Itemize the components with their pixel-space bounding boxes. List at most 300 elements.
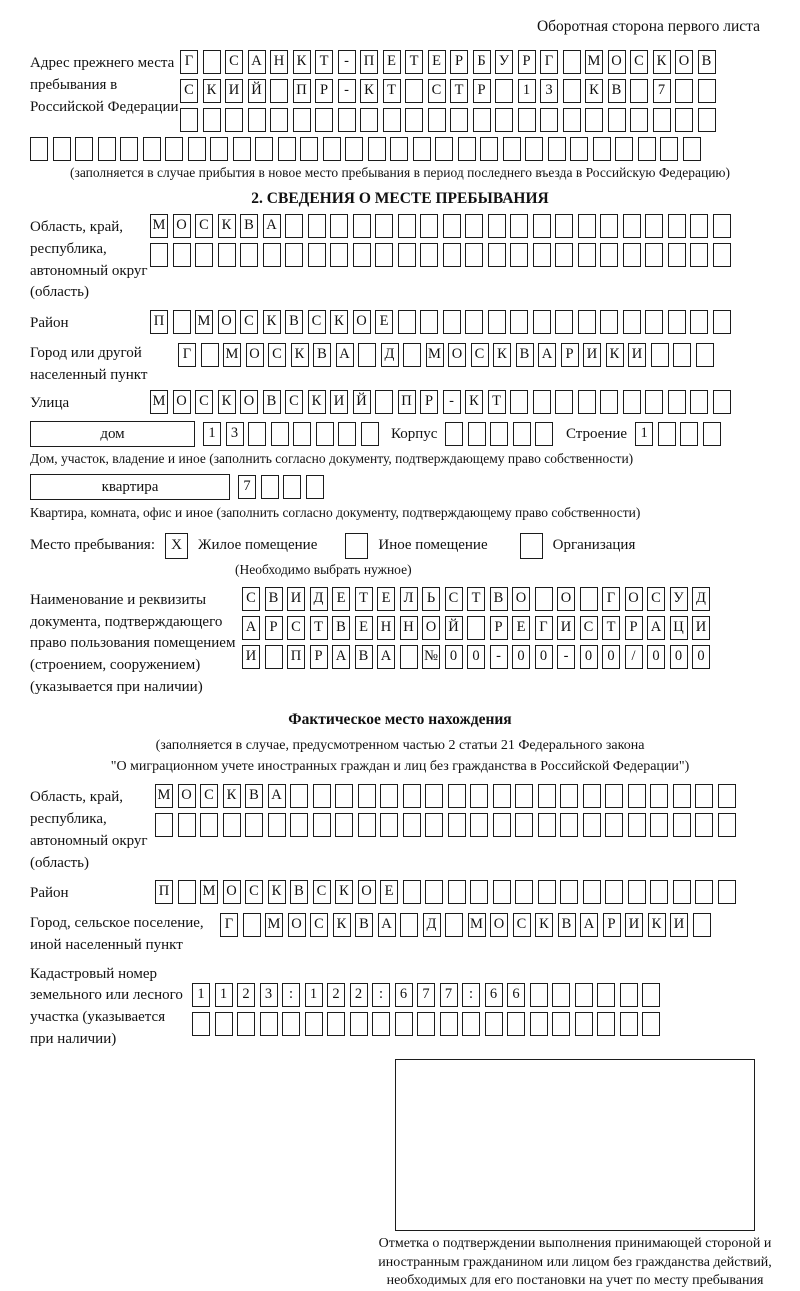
- char-cell[interactable]: А: [538, 343, 556, 367]
- char-cell[interactable]: :: [282, 983, 300, 1007]
- char-cell[interactable]: Е: [332, 587, 350, 611]
- char-cell[interactable]: [338, 108, 356, 132]
- char-cell[interactable]: В: [240, 214, 258, 238]
- char-cell[interactable]: О: [608, 50, 626, 74]
- char-cell[interactable]: [673, 343, 691, 367]
- char-cell[interactable]: Т: [467, 587, 485, 611]
- char-cell[interactable]: [713, 390, 731, 414]
- char-cell[interactable]: П: [398, 390, 416, 414]
- char-cell[interactable]: [268, 813, 286, 837]
- char-cell[interactable]: [237, 1012, 255, 1036]
- char-cell[interactable]: [533, 390, 551, 414]
- char-cell[interactable]: [282, 1012, 300, 1036]
- char-cell[interactable]: В: [332, 616, 350, 640]
- char-cell[interactable]: [690, 243, 708, 267]
- char-cell[interactable]: И: [557, 616, 575, 640]
- char-cell[interactable]: К: [218, 390, 236, 414]
- char-cell[interactable]: О: [223, 880, 241, 904]
- char-cell[interactable]: [623, 243, 641, 267]
- char-cell[interactable]: [488, 310, 506, 334]
- char-cell[interactable]: В: [265, 587, 283, 611]
- char-cell[interactable]: 0: [602, 645, 620, 669]
- char-cell[interactable]: О: [353, 310, 371, 334]
- char-cell[interactable]: О: [512, 587, 530, 611]
- house-type-box[interactable]: дом: [30, 421, 195, 447]
- char-cell[interactable]: О: [178, 784, 196, 808]
- char-cell[interactable]: -: [338, 79, 356, 103]
- char-cell[interactable]: С: [240, 310, 258, 334]
- char-cell[interactable]: [480, 137, 498, 161]
- char-cell[interactable]: [358, 784, 376, 808]
- char-cell[interactable]: [223, 813, 241, 837]
- char-cell[interactable]: [313, 813, 331, 837]
- char-cell[interactable]: Р: [603, 913, 621, 937]
- char-cell[interactable]: И: [692, 616, 710, 640]
- char-cell[interactable]: [390, 137, 408, 161]
- char-cell[interactable]: [380, 813, 398, 837]
- char-cell[interactable]: [261, 475, 279, 499]
- char-cell[interactable]: [195, 243, 213, 267]
- char-cell[interactable]: [695, 880, 713, 904]
- char-cell[interactable]: [585, 108, 603, 132]
- char-cell[interactable]: [405, 108, 423, 132]
- char-cell[interactable]: [225, 108, 243, 132]
- char-cell[interactable]: Р: [473, 79, 491, 103]
- char-cell[interactable]: [306, 475, 324, 499]
- char-cell[interactable]: А: [268, 784, 286, 808]
- char-cell[interactable]: М: [223, 343, 241, 367]
- char-cell[interactable]: [263, 243, 281, 267]
- char-cell[interactable]: С: [268, 343, 286, 367]
- char-cell[interactable]: [403, 343, 421, 367]
- stay-option-other-checkbox[interactable]: [345, 533, 368, 559]
- char-cell[interactable]: [308, 243, 326, 267]
- char-cell[interactable]: О: [218, 310, 236, 334]
- char-cell[interactable]: [420, 214, 438, 238]
- char-cell[interactable]: [120, 137, 138, 161]
- char-cell[interactable]: [468, 422, 486, 446]
- char-cell[interactable]: [465, 214, 483, 238]
- char-cell[interactable]: [178, 880, 196, 904]
- char-cell[interactable]: И: [625, 913, 643, 937]
- char-cell[interactable]: [375, 243, 393, 267]
- char-cell[interactable]: 7: [653, 79, 671, 103]
- char-cell[interactable]: У: [670, 587, 688, 611]
- char-cell[interactable]: М: [155, 784, 173, 808]
- char-cell[interactable]: [673, 813, 691, 837]
- char-cell[interactable]: [583, 880, 601, 904]
- char-cell[interactable]: [718, 813, 736, 837]
- char-cell[interactable]: [443, 214, 461, 238]
- char-cell[interactable]: П: [155, 880, 173, 904]
- char-cell[interactable]: [583, 813, 601, 837]
- char-cell[interactable]: [353, 243, 371, 267]
- char-cell[interactable]: [628, 813, 646, 837]
- char-cell[interactable]: К: [330, 310, 348, 334]
- char-cell[interactable]: Г: [178, 343, 196, 367]
- char-cell[interactable]: С: [308, 310, 326, 334]
- char-cell[interactable]: [668, 214, 686, 238]
- char-cell[interactable]: [465, 243, 483, 267]
- char-cell[interactable]: С: [245, 880, 263, 904]
- char-cell[interactable]: [400, 913, 418, 937]
- char-cell[interactable]: В: [355, 645, 373, 669]
- char-cell[interactable]: К: [218, 214, 236, 238]
- char-cell[interactable]: А: [378, 913, 396, 937]
- char-cell[interactable]: [300, 137, 318, 161]
- char-cell[interactable]: [308, 214, 326, 238]
- char-cell[interactable]: [578, 390, 596, 414]
- char-cell[interactable]: С: [225, 50, 243, 74]
- char-cell[interactable]: [525, 137, 543, 161]
- char-cell[interactable]: А: [336, 343, 354, 367]
- char-cell[interactable]: [316, 422, 334, 446]
- char-cell[interactable]: [425, 813, 443, 837]
- char-cell[interactable]: [510, 390, 528, 414]
- char-cell[interactable]: [488, 214, 506, 238]
- char-cell[interactable]: Т: [315, 50, 333, 74]
- char-cell[interactable]: [623, 310, 641, 334]
- char-cell[interactable]: М: [426, 343, 444, 367]
- char-cell[interactable]: К: [263, 310, 281, 334]
- char-cell[interactable]: [668, 243, 686, 267]
- char-cell[interactable]: [305, 1012, 323, 1036]
- char-cell[interactable]: [533, 243, 551, 267]
- char-cell[interactable]: 1: [203, 422, 221, 446]
- char-cell[interactable]: [470, 784, 488, 808]
- char-cell[interactable]: [560, 880, 578, 904]
- char-cell[interactable]: [192, 1012, 210, 1036]
- char-cell[interactable]: /: [625, 645, 643, 669]
- char-cell[interactable]: [233, 137, 251, 161]
- char-cell[interactable]: [645, 214, 663, 238]
- char-cell[interactable]: К: [293, 50, 311, 74]
- char-cell[interactable]: В: [608, 79, 626, 103]
- char-cell[interactable]: С: [195, 390, 213, 414]
- char-cell[interactable]: [403, 813, 421, 837]
- char-cell[interactable]: [293, 422, 311, 446]
- char-cell[interactable]: [290, 813, 308, 837]
- char-cell[interactable]: К: [648, 913, 666, 937]
- char-cell[interactable]: [653, 108, 671, 132]
- char-cell[interactable]: Й: [353, 390, 371, 414]
- char-cell[interactable]: -: [443, 390, 461, 414]
- char-cell[interactable]: Ц: [670, 616, 688, 640]
- char-cell[interactable]: 1: [518, 79, 536, 103]
- char-cell[interactable]: 6: [395, 983, 413, 1007]
- char-cell[interactable]: [533, 214, 551, 238]
- char-cell[interactable]: 0: [445, 645, 463, 669]
- char-cell[interactable]: [203, 50, 221, 74]
- char-cell[interactable]: [575, 983, 593, 1007]
- char-cell[interactable]: [555, 310, 573, 334]
- char-cell[interactable]: О: [490, 913, 508, 937]
- char-cell[interactable]: [358, 343, 376, 367]
- char-cell[interactable]: [560, 813, 578, 837]
- char-cell[interactable]: Р: [265, 616, 283, 640]
- char-cell[interactable]: [350, 1012, 368, 1036]
- char-cell[interactable]: [645, 390, 663, 414]
- char-cell[interactable]: [563, 108, 581, 132]
- char-cell[interactable]: [98, 137, 116, 161]
- char-cell[interactable]: [383, 108, 401, 132]
- char-cell[interactable]: 1: [305, 983, 323, 1007]
- char-cell[interactable]: Р: [315, 79, 333, 103]
- char-cell[interactable]: [563, 79, 581, 103]
- char-cell[interactable]: [150, 243, 168, 267]
- char-cell[interactable]: [413, 137, 431, 161]
- char-cell[interactable]: Д: [310, 587, 328, 611]
- char-cell[interactable]: [218, 243, 236, 267]
- char-cell[interactable]: У: [495, 50, 513, 74]
- char-cell[interactable]: [660, 137, 678, 161]
- char-cell[interactable]: [335, 813, 353, 837]
- char-cell[interactable]: -: [490, 645, 508, 669]
- char-cell[interactable]: [507, 1012, 525, 1036]
- char-cell[interactable]: Н: [400, 616, 418, 640]
- char-cell[interactable]: В: [516, 343, 534, 367]
- char-cell[interactable]: [600, 310, 618, 334]
- char-cell[interactable]: О: [557, 587, 575, 611]
- char-cell[interactable]: [530, 1012, 548, 1036]
- char-cell[interactable]: Т: [488, 390, 506, 414]
- char-cell[interactable]: [405, 79, 423, 103]
- char-cell[interactable]: [420, 243, 438, 267]
- char-cell[interactable]: [375, 390, 393, 414]
- char-cell[interactable]: Г: [180, 50, 198, 74]
- stay-option-residential-checkbox[interactable]: X: [165, 533, 188, 559]
- char-cell[interactable]: [403, 784, 421, 808]
- char-cell[interactable]: :: [462, 983, 480, 1007]
- char-cell[interactable]: 0: [647, 645, 665, 669]
- char-cell[interactable]: П: [150, 310, 168, 334]
- char-cell[interactable]: О: [240, 390, 258, 414]
- char-cell[interactable]: И: [583, 343, 601, 367]
- char-cell[interactable]: О: [358, 880, 376, 904]
- char-cell[interactable]: 0: [670, 645, 688, 669]
- char-cell[interactable]: [375, 214, 393, 238]
- char-cell[interactable]: К: [223, 784, 241, 808]
- char-cell[interactable]: Е: [380, 880, 398, 904]
- char-cell[interactable]: [578, 310, 596, 334]
- char-cell[interactable]: [597, 983, 615, 1007]
- char-cell[interactable]: [260, 1012, 278, 1036]
- char-cell[interactable]: О: [173, 214, 191, 238]
- stay-option-organization-checkbox[interactable]: [520, 533, 543, 559]
- char-cell[interactable]: С: [195, 214, 213, 238]
- char-cell[interactable]: 7: [417, 983, 435, 1007]
- char-cell[interactable]: [417, 1012, 435, 1036]
- char-cell[interactable]: [690, 214, 708, 238]
- char-cell[interactable]: [435, 137, 453, 161]
- char-cell[interactable]: Д: [692, 587, 710, 611]
- char-cell[interactable]: [675, 108, 693, 132]
- char-cell[interactable]: Р: [561, 343, 579, 367]
- char-cell[interactable]: [650, 813, 668, 837]
- char-cell[interactable]: [462, 1012, 480, 1036]
- char-cell[interactable]: [443, 310, 461, 334]
- char-cell[interactable]: [360, 108, 378, 132]
- char-cell[interactable]: [361, 422, 379, 446]
- char-cell[interactable]: [623, 214, 641, 238]
- char-cell[interactable]: С: [313, 880, 331, 904]
- char-cell[interactable]: [645, 310, 663, 334]
- apartment-type-box[interactable]: квартира: [30, 474, 230, 500]
- char-cell[interactable]: К: [493, 343, 511, 367]
- char-cell[interactable]: [593, 137, 611, 161]
- char-cell[interactable]: Р: [518, 50, 536, 74]
- char-cell[interactable]: [173, 243, 191, 267]
- char-cell[interactable]: [552, 983, 570, 1007]
- char-cell[interactable]: [623, 390, 641, 414]
- char-cell[interactable]: [327, 1012, 345, 1036]
- char-cell[interactable]: [248, 108, 266, 132]
- char-cell[interactable]: [693, 913, 711, 937]
- char-cell[interactable]: В: [558, 913, 576, 937]
- char-cell[interactable]: К: [203, 79, 221, 103]
- char-cell[interactable]: 3: [260, 983, 278, 1007]
- char-cell[interactable]: [443, 243, 461, 267]
- char-cell[interactable]: [75, 137, 93, 161]
- char-cell[interactable]: С: [287, 616, 305, 640]
- char-cell[interactable]: [400, 645, 418, 669]
- char-cell[interactable]: [155, 813, 173, 837]
- char-cell[interactable]: [270, 79, 288, 103]
- char-cell[interactable]: [403, 880, 421, 904]
- char-cell[interactable]: И: [670, 913, 688, 937]
- char-cell[interactable]: И: [225, 79, 243, 103]
- char-cell[interactable]: [530, 983, 548, 1007]
- char-cell[interactable]: [495, 108, 513, 132]
- char-cell[interactable]: С: [200, 784, 218, 808]
- char-cell[interactable]: [680, 422, 698, 446]
- char-cell[interactable]: [620, 983, 638, 1007]
- char-cell[interactable]: [673, 784, 691, 808]
- char-cell[interactable]: [638, 137, 656, 161]
- char-cell[interactable]: М: [150, 390, 168, 414]
- char-cell[interactable]: Д: [381, 343, 399, 367]
- char-cell[interactable]: [645, 243, 663, 267]
- char-cell[interactable]: [358, 813, 376, 837]
- char-cell[interactable]: [628, 880, 646, 904]
- char-cell[interactable]: [540, 108, 558, 132]
- char-cell[interactable]: К: [653, 50, 671, 74]
- char-cell[interactable]: А: [647, 616, 665, 640]
- char-cell[interactable]: Е: [512, 616, 530, 640]
- char-cell[interactable]: Р: [450, 50, 468, 74]
- char-cell[interactable]: [597, 1012, 615, 1036]
- char-cell[interactable]: С: [428, 79, 446, 103]
- char-cell[interactable]: [600, 243, 618, 267]
- char-cell[interactable]: М: [195, 310, 213, 334]
- char-cell[interactable]: П: [293, 79, 311, 103]
- char-cell[interactable]: Р: [310, 645, 328, 669]
- char-cell[interactable]: [668, 310, 686, 334]
- char-cell[interactable]: В: [245, 784, 263, 808]
- char-cell[interactable]: [515, 880, 533, 904]
- char-cell[interactable]: В: [290, 880, 308, 904]
- char-cell[interactable]: [380, 784, 398, 808]
- char-cell[interactable]: [368, 137, 386, 161]
- char-cell[interactable]: А: [248, 50, 266, 74]
- char-cell[interactable]: [570, 137, 588, 161]
- char-cell[interactable]: 1: [635, 422, 653, 446]
- char-cell[interactable]: 0: [580, 645, 598, 669]
- char-cell[interactable]: С: [180, 79, 198, 103]
- char-cell[interactable]: 3: [540, 79, 558, 103]
- char-cell[interactable]: [285, 214, 303, 238]
- char-cell[interactable]: [495, 79, 513, 103]
- char-cell[interactable]: [538, 880, 556, 904]
- char-cell[interactable]: [398, 310, 416, 334]
- char-cell[interactable]: [285, 243, 303, 267]
- char-cell[interactable]: [713, 214, 731, 238]
- char-cell[interactable]: 2: [350, 983, 368, 1007]
- char-cell[interactable]: К: [606, 343, 624, 367]
- char-cell[interactable]: [470, 880, 488, 904]
- char-cell[interactable]: Т: [383, 79, 401, 103]
- char-cell[interactable]: [533, 310, 551, 334]
- char-cell[interactable]: С: [513, 913, 531, 937]
- char-cell[interactable]: 3: [226, 422, 244, 446]
- char-cell[interactable]: -: [557, 645, 575, 669]
- char-cell[interactable]: Е: [377, 587, 395, 611]
- char-cell[interactable]: [180, 108, 198, 132]
- char-cell[interactable]: Й: [248, 79, 266, 103]
- char-cell[interactable]: [552, 1012, 570, 1036]
- char-cell[interactable]: [240, 243, 258, 267]
- char-cell[interactable]: А: [580, 913, 598, 937]
- char-cell[interactable]: Г: [540, 50, 558, 74]
- char-cell[interactable]: 0: [512, 645, 530, 669]
- char-cell[interactable]: [510, 243, 528, 267]
- char-cell[interactable]: [658, 422, 676, 446]
- char-cell[interactable]: [448, 880, 466, 904]
- char-cell[interactable]: С: [445, 587, 463, 611]
- char-cell[interactable]: [718, 880, 736, 904]
- char-cell[interactable]: Т: [355, 587, 373, 611]
- char-cell[interactable]: [608, 108, 626, 132]
- char-cell[interactable]: Е: [383, 50, 401, 74]
- char-cell[interactable]: [578, 243, 596, 267]
- char-cell[interactable]: А: [332, 645, 350, 669]
- char-cell[interactable]: [243, 913, 261, 937]
- char-cell[interactable]: [555, 243, 573, 267]
- char-cell[interactable]: [698, 79, 716, 103]
- char-cell[interactable]: [313, 784, 331, 808]
- char-cell[interactable]: Г: [602, 587, 620, 611]
- char-cell[interactable]: К: [333, 913, 351, 937]
- char-cell[interactable]: [428, 108, 446, 132]
- char-cell[interactable]: [178, 813, 196, 837]
- char-cell[interactable]: [620, 1012, 638, 1036]
- char-cell[interactable]: [503, 137, 521, 161]
- char-cell[interactable]: Е: [355, 616, 373, 640]
- char-cell[interactable]: [600, 390, 618, 414]
- char-cell[interactable]: Ь: [422, 587, 440, 611]
- char-cell[interactable]: [485, 1012, 503, 1036]
- char-cell[interactable]: А: [242, 616, 260, 640]
- char-cell[interactable]: О: [246, 343, 264, 367]
- char-cell[interactable]: [440, 1012, 458, 1036]
- char-cell[interactable]: [628, 784, 646, 808]
- char-cell[interactable]: [538, 813, 556, 837]
- char-cell[interactable]: [265, 645, 283, 669]
- char-cell[interactable]: [690, 390, 708, 414]
- char-cell[interactable]: [323, 137, 341, 161]
- char-cell[interactable]: Г: [535, 616, 553, 640]
- char-cell[interactable]: О: [675, 50, 693, 74]
